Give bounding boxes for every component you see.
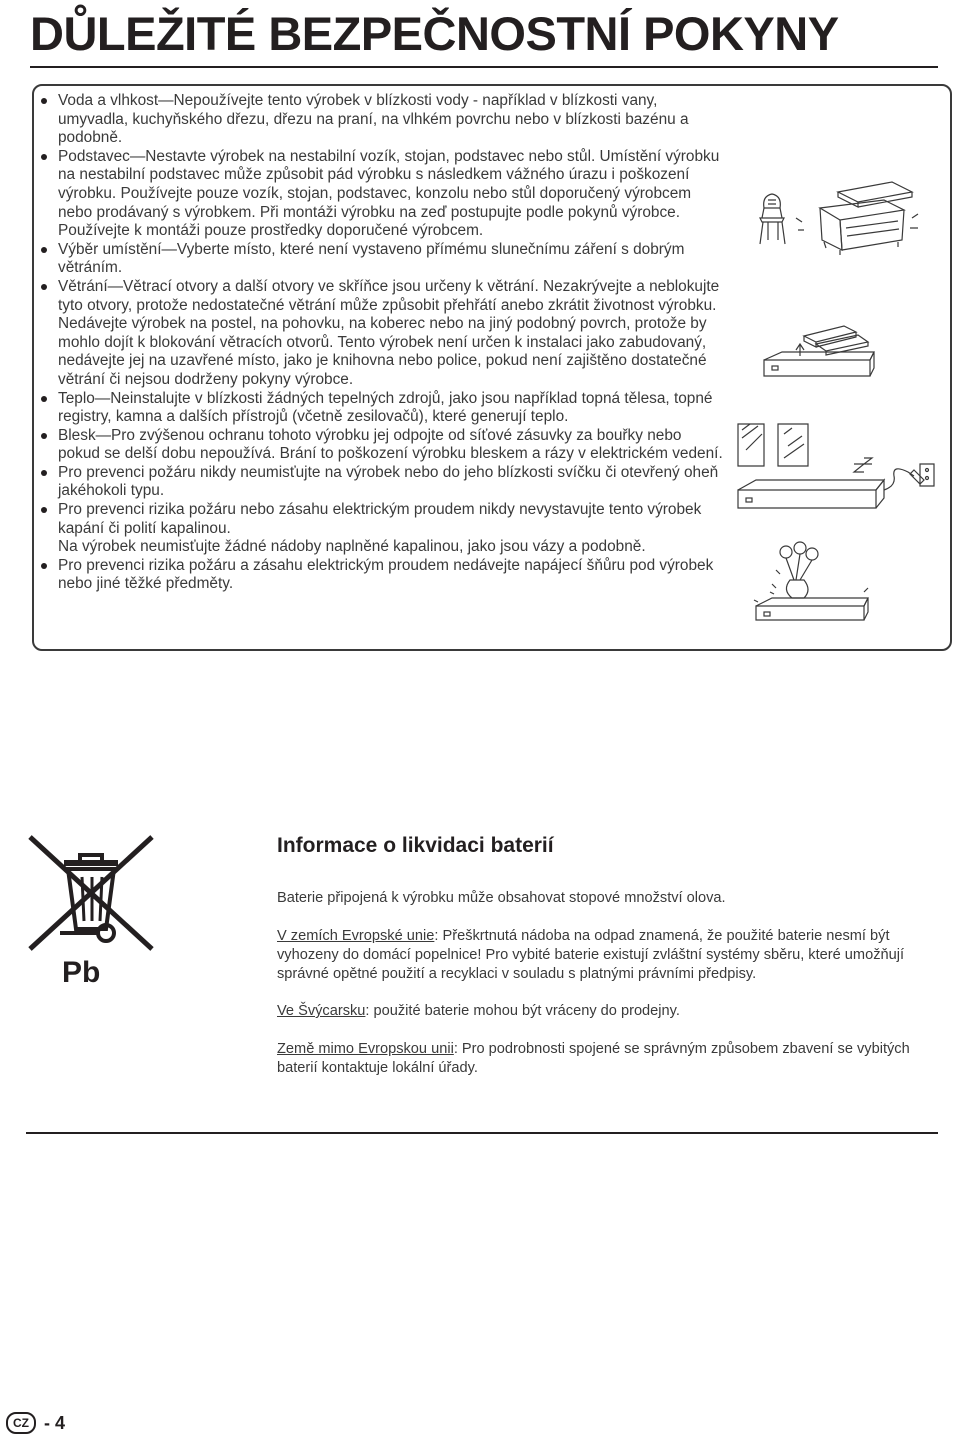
item-label: Větrání: [58, 277, 108, 295]
item-label: Podstavec: [58, 147, 130, 165]
liquid-vase-illustration: [752, 540, 872, 630]
eu-text: : Přeškrtnutá nádoba na odpad znamená, že použité baterie nesmí být vyhozeny do domácí popelnice! Pro vybité baterie existují zvláštní systémy sběru, které umožňují správné opětné použití a recyklaci v souladu s platnými právními předpisy.: [277, 928, 905, 982]
list-item-location: Výběr umístění—Vyberte místo, které není vystaveno přímému slunečnímu záření s dobrým větráním.: [58, 241, 723, 278]
unstable-stand-illustration: [752, 178, 922, 258]
pb-label: Pb: [62, 956, 101, 989]
list-item-cord: [58, 557, 723, 594]
battery-intro: Baterie připojená k výrobku může obsahovat stopové množství olova.: [277, 890, 726, 906]
item-text: Pro zvýšenou ochranu tohoto výrobku jej odpojte od síťové zásuvky za bouřky nebo pokud se delší dobu nepoužívá. Brání to poškození výrobku bleskem a rázy v elektrickém vedení.: [58, 426, 723, 463]
list-item-water: Voda a vlhkost—Nepoužívejte tento výrobek v blízkosti vody - například v blízkosti vany, umyvadla, kuchyňského dřezu, dřezu na praní, na vlhkém povrchu nebo v blízkosti bazénu a podobně.: [58, 92, 723, 148]
item-label: Blesk: [58, 426, 96, 444]
bullet-icon: [41, 154, 47, 160]
bottom-rule: [26, 1132, 938, 1134]
item-text: Pro prevenci rizika požáru nebo zásahu elektrickým proudem nikdy nevystavujte tento výrobek kapání či polití kapalinou.: [58, 501, 702, 537]
page-title: DŮLEŽITÉ BEZPEČNOSTNÍ POKYNY: [30, 7, 839, 60]
bullet-icon: [41, 470, 47, 476]
eu-region-label: V zemích Evropské unie: [277, 928, 435, 944]
heat-lightning-illustration: [736, 420, 946, 520]
crossed-bin-icon: [26, 833, 156, 958]
ch-region-label: Ve Švýcarsku: [277, 1003, 366, 1019]
list-item-liquid: [58, 501, 723, 538]
list-item-heat: Teplo—Neinstalujte v blízkosti žádných tepelných zdrojů, jako jsou například topná tělesa, topné registry, kamna a dalších přístrojů (včetně zesilovačů), které generují teplo.: [58, 390, 723, 427]
item-label: Teplo: [58, 389, 95, 407]
item-text: Neinstalujte v blízkosti žádných tepelných zdrojů, jako jsou například topná tělesa, topné registry, kamna a dalších přístrojů (včetně zesilovačů), které generují teplo.: [58, 389, 713, 426]
ventilation-illustration: [760, 322, 880, 382]
battery-eu-paragraph: [277, 927, 937, 984]
battery-non-eu-paragraph: [277, 1040, 937, 1078]
list-item-stand: Podstavec—Nestavte výrobek na nestabilní vozík, stojan, podstavec nebo stůl. Umístění výrobku na nestabilní podstavec může způsobit pád výrobku s následkem vážného úrazu i poškození výrobku. Používejte pouze vozík, stojan, podstavec, konzolu nebo stůl doporučený výrobcem nebo prodávaný s výrobkem. Při montáži výrobku na zeď postupujte podle pokynů výrobce. Používejte k montáži pouze prostředky doporučené výrobcem.: [58, 148, 723, 241]
safety-list: [58, 92, 723, 594]
battery-heading: Informace o likvidaci baterií: [277, 834, 554, 857]
page-footer: [6, 1412, 65, 1434]
item-text: Vyberte místo, které není vystaveno přímému slunečnímu záření s dobrým větráním.: [58, 240, 685, 277]
list-item-ventilation: Větrání—Větrací otvory a další otvory ve skříňce jsou určeny k větrání. Nezakrývejte a neblokujte tyto otvory, protože nedostatečné větrání může způsobit přehřátí anebo zkrátit životnost výrobku. Nedávejte výrobek na postel, na pohovku, na koberec nebo na jiný podobný povrch, protože by mohlo dojít k blokování větracích otvorů. Tento výrobek není určen k instalaci jako zabudovaný, nedávejte jej na uzavřené místo, jako je knihovna nebo police, pokud není zajištěno dostatečné větrání či nejsou dodrženy pokyny výrobce.: [58, 278, 723, 390]
item-text: Nepoužívejte tento výrobek v blízkosti vody - například v blízkosti vany, umyvadla, kuchyňského dřezu, dřezu na praní, na vlhkém povrchu nebo v blízkosti bazénu a podobně.: [58, 92, 689, 147]
item-text: Nestavte výrobek na nestabilní vozík, stojan, podstavec nebo stůl. Umístění výrobku na nestabilní podstavec může způsobit pád výrobku s následkem vážného úrazu i poškození výrobku. Používejte pouze vozík, stojan, podstavec, konzolu nebo stůl doporučený výrobcem nebo prodávaný s výrobkem. Při montáži výrobku na zeď postupujte podle pokynů výrobce. Používejte k montáži pouze prostředky doporučené výrobcem.: [58, 147, 720, 240]
item-text: Pro prevenci požáru nikdy neumisťujte na výrobek nebo do jeho blízkosti svíčku či otevřený oheň jakéhokoli typu.: [58, 463, 719, 500]
page-number: - 4: [44, 1412, 66, 1433]
bullet-icon: [41, 98, 47, 104]
bullet-icon: [41, 284, 47, 290]
bullet-icon: [41, 396, 47, 402]
non-eu-text: : Pro podrobnosti spojené se správným způsobem zbavení se vybitých baterií kontaktuje lokální úřady.: [277, 1041, 910, 1076]
ch-text: : použité baterie mohou být vráceny do prodejny.: [365, 1003, 680, 1019]
item-label: Voda a vlhkost: [58, 92, 159, 109]
bullet-icon: [41, 563, 47, 569]
non-eu-region-label: Země mimo Evropskou unii: [277, 1041, 454, 1057]
item-text: Pro prevenci rizika požáru a zásahu elektrickým proudem nedávejte napájecí šňůru pod výrobek nebo jiné těžké předměty.: [58, 556, 714, 593]
battery-ch-paragraph: [277, 1002, 937, 1021]
list-item-fire: [58, 464, 723, 501]
bullet-icon: [41, 247, 47, 253]
country-badge: CZ: [6, 1412, 36, 1434]
item-label: Výběr umístění: [58, 240, 162, 258]
bullet-icon: [41, 433, 47, 439]
item-text: Na výrobek neumisťujte žádné nádoby naplněné kapalinou, jako jsou vázy a podobně.: [58, 538, 646, 556]
list-item-containers: [58, 538, 723, 557]
list-item-lightning: Blesk—Pro zvýšenou ochranu tohoto výrobku jej odpojte od síťové zásuvky za bouřky nebo pokud se delší dobu nepoužívá. Brání to poškození výrobku bleskem a rázy v elektrickém vedení.: [58, 427, 723, 464]
item-text: Větrací otvory a další otvory ve skříňce jsou určeny k větrání. Nezakrývejte a neblokujte tyto otvory, protože nedostatečné větrání může způsobit přehřátí anebo zkrátit životnost výrobku. Nedávejte výrobek na postel, na pohovku, na koberec nebo na jiný podobný povrch, protože by mohlo dojít k blokování větracích otvorů. Tento výrobek není určen k instalaci jako zabudovaný, nedávejte jej na uzavřené místo, jako je knihovna nebo police, pokud není zajištěno dostatečné větrání či nejsou dodrženy pokyny výrobce.: [58, 277, 720, 388]
title-rule: [30, 66, 938, 68]
